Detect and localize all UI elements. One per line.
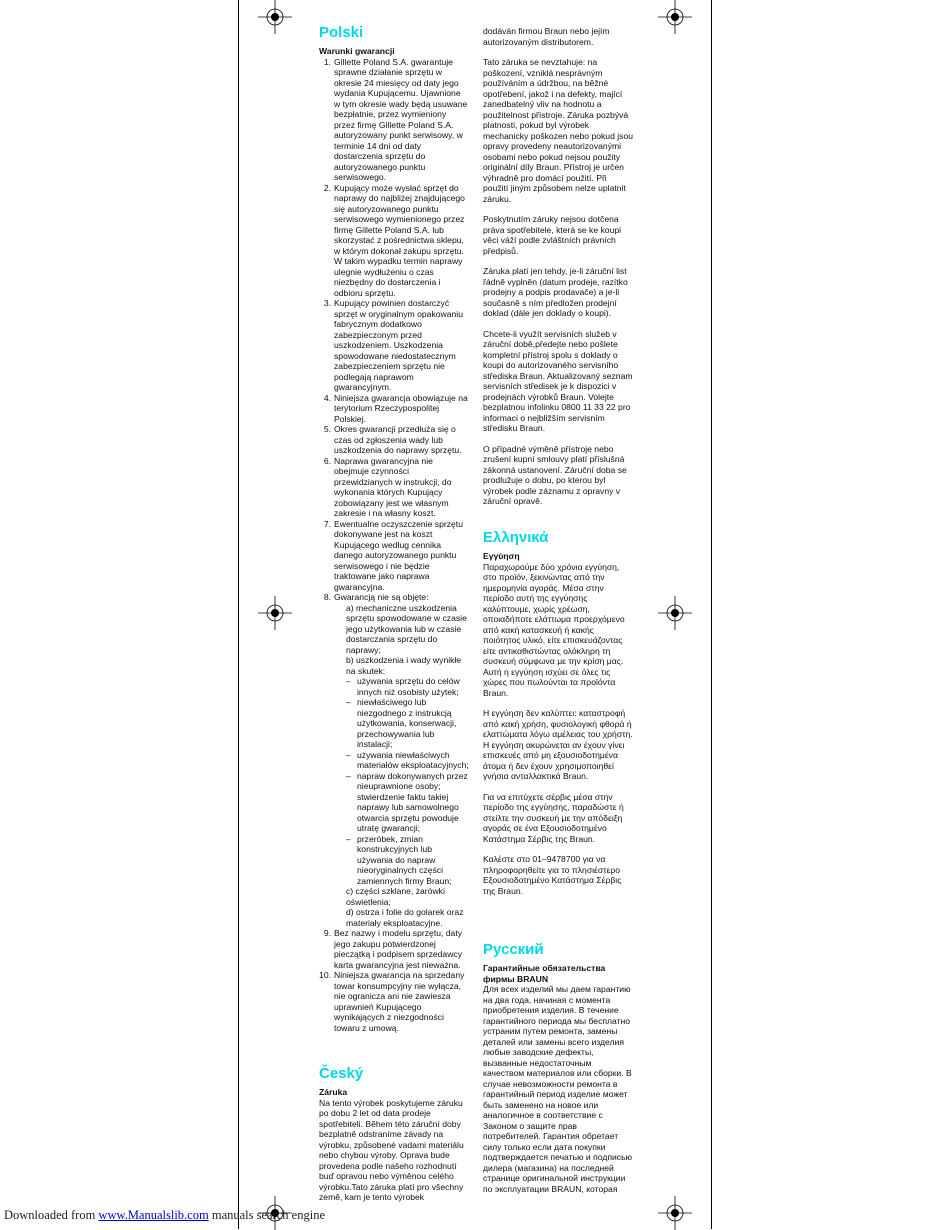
polish-subheading: Warunki gwarancji <box>319 46 395 56</box>
dash-item: – niewłaściwego lub niezgodnego z instrukcją użytkowania, konserwacji, przechowywania lub instalacji; <box>346 697 469 750</box>
trim-line-left <box>238 0 239 1229</box>
sublist-item: c) części szklane, żarówki oświetlenia; <box>346 886 445 907</box>
czech-paragraph: dodáván firmou Braun nebo jejím autorizovaným distributorem. <box>483 26 610 47</box>
czech-paragraph: Záruka platí jen tehdy, je-li záruční list řádně vyplněn (datum prodeje, razítko prodejny a podpis prodavače) a je-li současně s ním předložen prodejní doklad (dále jen doklady o koupi). <box>483 266 628 318</box>
dash-item: – napraw dokonywanych przez nieuprawnione osoby; stwierdzenie faktu takiej naprawy lub samowolnego otwarcia sprzętu powoduje utratę gwarancji; <box>346 771 469 834</box>
dash-item: – używania sprzętu do celów innych niż osobisty użytek; <box>346 676 469 697</box>
czech-section-start <box>319 1065 469 1203</box>
download-footer <box>4 1208 325 1223</box>
exclusions-sublist <box>334 603 469 929</box>
left-column <box>319 24 469 1033</box>
sublist-item: b) uszkodzenia i wady wynikłe na skutek: – używania sprzętu do celów innych niż osobisty użytek; – niewłaściwego lub niezgodnego z instrukcją użytkowania, konserwacji, przechowywania lub instalacji; – używania niewłaściwych materiałów eksploatacyjnych; – napraw dokonywanych przez nieuprawnione osoby; stwierdzenie faktu takiej naprawy lub samowolnego otwarcia sprzętu powoduje utratę gwarancji; – przeróbek, zmian konstrukcyjnych lub używania do napraw nieoryginalnych części zamiennych firmy Braun; <box>334 655 469 886</box>
list-item: 1. Gillette Poland S.A. gwarantuje sprawne działanie sprzętu w okresie 24 miesięcy od daty jego wydania Kupującemu. Ujawnione w tym okresie wady będą usuwane bezpłatnie, przez wymieniony przez firmę Gillette Poland S.A. autoryzowany punkt serwisowy, w terminie 14 dni od daty dostarczenia sprzętu do autoryzowanego punktu serwisowego. <box>323 56 468 182</box>
greek-paragraph: Παραχωρούμε δύο χρόνια εγγύηση, στο προϊόν, ξεκινώντας από την ημερομηνία αγοράς. Μέσα στην περίοδο αυτή της εγγύησης καλύπτουμε, χωρίς χρέωση, οποιαδήποτε ελάττωμα προερχόμενο από κακή κατασκευή ή κακής ποιότητος υλικό, είτε επισκευάζοντας είτε αντικαθιστώντας ολόκληρη τη συσκευή σύμφωνα με την κρίση μας. Αυτή η εγγύηση ισχύει σε όλες τις χώρες που πωλούνται τα προϊόντα Braun. <box>483 561 625 698</box>
czech-paragraph: Poskytnutím záruky nejsou dotčena práva spotřebitele, která se ke koupi věci váží podle zvláštních právních předpisů. <box>483 214 622 256</box>
greek-subheading: Εγγύηση <box>483 551 520 561</box>
list-item: 6. Naprawa gwarancyjna nie obejmuje czynności przewidzianych w instrukcji, do wykonania których Kupujący zobowiązany jest we własnym zakresie i na własny koszt. <box>323 455 452 518</box>
russian-section <box>483 941 633 1194</box>
greek-section <box>483 529 633 896</box>
list-item: 8. Gwarancją nie są objęte: a) mechaniczne uszkodzenia sprzętu spowodowane w czasie jego użytkowania lub w czasie dostarczania sprzętu do naprawy; b) uszkodzenia i wady wynikłe na skutek: – używania sprzętu do celów innych niż osobisty użytek; – niewłaściwego lub niezgodnego z instrukcją użytkowania, konserwacji, przechowywania lub instalacji; – używania niewłaściwych materiałów eksploatacyjnych; – napraw dokonywanych przez nieuprawnione osoby; stwierdzenie faktu takiej naprawy lub samowolnego otwarcia sprzętu powoduje utratę gwarancji; – przeróbek, zmian konstrukcyjnych lub używania do napraw nieoryginalnych części zamiennych firmy Braun; c) części szklane, żarówki oświetlenia; d) ostrza i folie do golarek oraz materiały eksploatacyjne. <box>319 592 469 928</box>
russian-subheading: Гарантийные обязательства фирмы BRAUN <box>483 963 606 984</box>
polish-heading: Polski <box>319 24 364 41</box>
czech-paragraph: Chcete-li využít servisních služeb v záruční době,předejte nebo pošlete kompletní přístroj spolu s doklady o koupi do autorizovaného servisního střediska Braun. Aktualizovaný seznam servisních středisek je k dispozici v prodejnách výrobků Braun. Volejte bezplatnou infolinku 0800 11 33 22 pro informaci o nejbližším servisním středisku Braun. <box>483 328 633 433</box>
list-item: 3. Kupujący powinien dostarczyć sprzęt w oryginalnym opakowaniu fabrycznym dodatkowo zabezpieczonym przed uszkodzeniem. Uszkodzenia spowodowane niedostatecznym zabezpieczeniem sprzętu nie podlegają naprawom gwarancyjnym. <box>323 298 463 392</box>
greek-paragraph: Η εγγύηση δεν καλύπτει: καταστροφή από κακή χρήση, φυσιολογική φθορά ή ελαττώματα λόγω αμέλειας του χρήστη. Η εγγύηση ακυρώνεται αν έχουν γίνει επισκευές από μη εξουσιοδοτημένα άτομα ή δεν έχουν χρησιμοποιηθεί γνήσια ανταλλακτικά Braun. <box>483 708 633 781</box>
list-item: 5. Okres gwarancji przedłuża się o czas od zgłoszenia wady lub uszkodzenia do naprawy sprzętu. <box>323 424 462 455</box>
dash-item: – używania niewłaściwych materiałów eksploatacyjnych; <box>346 750 469 771</box>
dash-item: – przeróbek, zmian konstrukcyjnych lub używania do napraw nieoryginalnych części zamiennych firmy Braun; <box>346 834 469 887</box>
footer-prefix: Downloaded from <box>4 1208 96 1222</box>
registration-mark-icon <box>658 1196 692 1230</box>
czech-subheading: Záruka <box>319 1087 348 1097</box>
registration-mark-icon <box>658 0 692 34</box>
manualslib-link[interactable]: www.Manualslib.com <box>98 1208 209 1222</box>
russian-paragraph: Для всех изделий мы даем гарантию на два года, начиная с момента приобретения изделия. В течение гарантийного периода мы бесплатно устраним путем ремонта, замены деталей или замены всего изделия любые заводские дефекты, вызванные недостаточным качеством материалов или сборки. В случае невозможности ремонта в гарантийный период изделие может быть заменено на новое или аналогичное в соответствие с Законом о защите прав потребителей. Гарантия обретает силу только если дата покупки подтверждается печатью и подписью дилера (магазина) на последней странице оригинальной инструкции по эксплуатации BRAUN, которая <box>483 984 633 1194</box>
czech-paragraph: O případné výměně přístroje nebo zrušení kupní smlouvy platí příslušná zákonná ustanovení. Záruční doba se prodlužuje o dobu, po kterou byl výrobek podle záznamu z opravny v záruční opravě. <box>483 443 627 506</box>
registration-mark-icon <box>258 0 292 34</box>
czech-heading: Český <box>319 1065 364 1082</box>
greek-heading: Ελληνικά <box>483 529 549 546</box>
registration-mark-icon <box>658 596 692 630</box>
list-item: 2. Kupujący może wysłać sprzęt do naprawy do najbliżej znajdującego się autoryzowanego punktu serwisowego wymienionego przez firmę Gillette Poland S.A. lub skorzystać z pośrednictwa sklepu, w którym dokonał zakupu sprzętu. W takim wypadku termin naprawy ulegnie wydłużeniu o czas niezbędny do dostarczenia i odbioru sprzętu. <box>323 182 465 298</box>
registration-mark-icon <box>258 596 292 630</box>
czech-paragraph: Na tento výrobek poskytujeme záruku po dobu 2 let od data prodeje spotřebiteli. Během této záruční doby bezplatně odstraníme závady na výrobku, způsobené vadami materiálu nebo chybou výroby. Oprava bude provedena podle našeho rozhodnutí buď opravou nebo výměnou celého výrobku.Tato záruka platí pro všechny země, kam je tento výrobek <box>319 1097 464 1202</box>
list-item: 10. Niniejsza gwarancja na sprzedany towar konsumpcyjny nie wyłącza, nie ogranicza ani nie zawiesza uprawnień Kupującego wynikających z niezgodności towaru z umową. <box>319 970 465 1033</box>
greek-paragraph: Καλέστε στο 01–9478700 για να πληροφορηθείτε για το πλησιέστερο Εξουσιοδοτημένο Κατάστημα Σέρβις της Braun. <box>483 854 622 896</box>
list-item: 9. Bez nazwy i modelu sprzętu, daty jego zakupu potwierdzonej pieczątką i podpisem sprzedawcy karta gwarancyjna jest nieważna. <box>323 928 463 970</box>
sublist-item: a) mechaniczne uszkodzenia sprzętu spowodowane w czasie jego użytkowania lub w czasie dostarczania sprzętu do naprawy; <box>346 602 467 655</box>
list-item: 4. Niniejsza gwarancja obowiązuje na terytorium Rzeczypospolitej Polskiej. <box>323 392 468 424</box>
dash-list <box>346 676 469 886</box>
list-item: 7. Ewentualne oczyszczenie sprzętu dokonywane jest na koszt Kupującego według cennika danego autoryzowanego punktu serwisowego i nie będzie traktowane jako naprawa gwarancyjna. <box>323 518 463 592</box>
trim-line-right <box>711 0 712 1229</box>
footer-suffix: manuals search engine <box>211 1208 325 1222</box>
czech-paragraph: Tato záruka se nevztahuje: na poškození, vzniklá nesprávným používáním a údržbou, na běžné opotřebení, jakož i na defekty, mající zanedbatelný vliv na hodnotu a použitelnost přístroje. Záruka pozbývá platnosti, pokud byl výrobek mechanicky poškozen nebo pokud jsou opravy provedeny neautorizovanými osobami nebo pokud nejsou použity originální díly Braun. Přístroj je určen výhradně pro domácí použití. Při použití jiným způsobem nelze uplatnit záruku. <box>483 57 634 204</box>
polish-warranty-list <box>319 57 469 1034</box>
right-column <box>483 26 633 507</box>
russian-heading: Русский <box>483 941 544 958</box>
sublist-item: d) ostrza i folie do golarek oraz materiały eksploatacyjne. <box>346 907 464 928</box>
greek-paragraph: Για να επιτύχετε σέρβις μέσα στην περίοδο της εγγύησης, παραδώστε ή στείλτε την συσκευή με την απόδειξη αγοράς σε ένα Εξουσιοδοτημένο Κατάστημα Σέρβις της Braun. <box>483 791 624 844</box>
